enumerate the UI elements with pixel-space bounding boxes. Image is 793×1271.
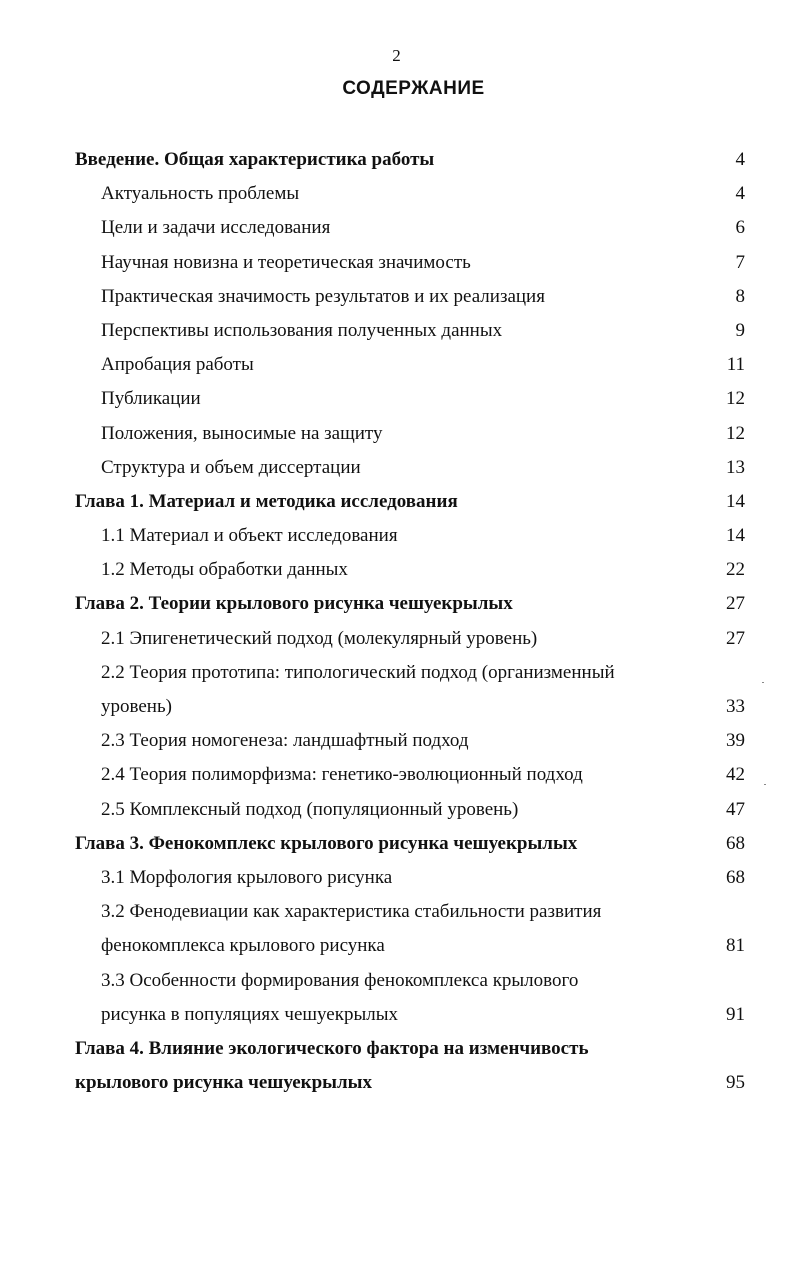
toc-entry bbox=[0, 792, 793, 826]
toc-entry-title: Практическая значимость результатов и их реализация bbox=[101, 285, 545, 307]
toc-entry-page: 11 bbox=[726, 354, 745, 376]
toc-entry-introduction bbox=[0, 142, 793, 176]
toc-entry-chapter-4 bbox=[0, 1031, 793, 1065]
toc-entry-page: 4 bbox=[735, 183, 745, 205]
toc-entry bbox=[0, 552, 793, 586]
toc-entry-page: 13 bbox=[726, 456, 745, 478]
toc-entry-continuation bbox=[0, 997, 793, 1031]
toc-entry bbox=[0, 347, 793, 381]
toc-entry-title: уровень) bbox=[101, 696, 172, 717]
toc-entry-page: 27 bbox=[726, 593, 745, 615]
toc-entry-page: 8 bbox=[735, 285, 745, 307]
scan-speck bbox=[762, 682, 764, 683]
toc-entry-title: 2.1 Эпигенетический подход (молекулярный уровень) bbox=[101, 627, 538, 649]
toc-entry-page: 7 bbox=[735, 251, 745, 273]
toc-entry-page: 12 bbox=[726, 422, 745, 444]
toc-entry-page: 68 bbox=[726, 832, 745, 854]
toc-entry-title: 3.1 Морфология крылового рисунка bbox=[101, 866, 393, 888]
toc-entry-page: 22 bbox=[726, 559, 745, 581]
toc-entry-title: Апробация работы bbox=[101, 354, 254, 376]
toc-entry-page: 81 bbox=[726, 935, 745, 957]
toc-entry-title: 1.2 Методы обработки данных bbox=[101, 559, 348, 581]
toc-entry-title: 2.5 Комплексный подход (популяционный уровень) bbox=[101, 798, 519, 820]
toc-entry-title: Положения, выносимые на защиту bbox=[101, 422, 383, 444]
toc-entry-title: Цели и задачи исследования bbox=[101, 217, 331, 239]
toc-entry bbox=[0, 176, 793, 210]
toc-entry-title: 1.1 Материал и объект исследования bbox=[101, 525, 398, 547]
toc-entry-chapter-2 bbox=[0, 586, 793, 620]
scan-speck bbox=[764, 784, 766, 785]
toc-entry bbox=[0, 416, 793, 450]
toc-entry bbox=[0, 210, 793, 244]
toc-entry-page: 33 bbox=[726, 696, 745, 717]
toc-entry bbox=[0, 621, 793, 655]
toc-entry-continuation bbox=[0, 689, 793, 723]
toc-entry bbox=[0, 381, 793, 415]
toc-entry bbox=[0, 723, 793, 757]
toc-entry bbox=[0, 450, 793, 484]
toc-entry-title: крылового рисунка чешуекрылых bbox=[75, 1072, 373, 1094]
toc-entry-page: 27 bbox=[726, 627, 745, 649]
toc-entry-page: 4 bbox=[735, 149, 745, 170]
toc-entry-title: Публикации bbox=[101, 388, 201, 410]
toc-entry-title: фенокомплекса крылового рисунка bbox=[101, 935, 385, 957]
toc-entry-chapter-3 bbox=[0, 826, 793, 860]
toc-entry-page: 47 bbox=[726, 798, 745, 820]
toc-entry-title: 2.4 Теория полиморфизма: генетико-эволюционный подход bbox=[101, 764, 583, 786]
toc-entry-title: Структура и объем диссертации bbox=[101, 456, 361, 478]
toc-entry-page: 12 bbox=[726, 388, 745, 410]
toc-entry-page: 6 bbox=[735, 217, 745, 239]
toc-entry-title: Глава 2. Теории крылового рисунка чешуекрылых bbox=[75, 593, 513, 615]
table-of-contents bbox=[0, 142, 793, 1099]
toc-entry-continuation bbox=[0, 928, 793, 962]
page-title: СОДЕРЖАНИЕ bbox=[342, 78, 485, 99]
toc-entry-page: 14 bbox=[726, 525, 745, 547]
toc-entry-title: рисунка в популяциях чешуекрылых bbox=[101, 1003, 398, 1025]
toc-entry-continuation bbox=[0, 1065, 793, 1099]
toc-entry-page: 91 bbox=[726, 1003, 745, 1025]
toc-entry-title: Научная новизна и теоретическая значимость bbox=[101, 251, 471, 273]
toc-entry-title: Перспективы использования полученных данных bbox=[101, 319, 503, 341]
toc-entry bbox=[0, 757, 793, 791]
toc-entry-page: 42 bbox=[726, 764, 745, 786]
toc-entry-title: Глава 4. Влияние экологического фактора на изменчивость bbox=[75, 1037, 589, 1059]
toc-entry-page: 14 bbox=[726, 490, 745, 512]
toc-entry-title: 3.2 Фенодевиации как характеристика стабильности развития bbox=[101, 901, 602, 923]
toc-entry-title: Глава 1. Материал и методика исследования bbox=[75, 490, 458, 512]
toc-entry-page: 68 bbox=[726, 866, 745, 888]
toc-entry bbox=[0, 894, 793, 928]
toc-entry-title: Глава 3. Фенокомплекс крылового рисунка чешуекрылых bbox=[75, 832, 578, 854]
toc-entry bbox=[0, 963, 793, 997]
toc-entry bbox=[0, 279, 793, 313]
toc-entry bbox=[0, 245, 793, 279]
toc-entry-page: 95 bbox=[726, 1072, 745, 1094]
toc-entry-title: Введение. Общая характеристика работы bbox=[75, 149, 435, 170]
toc-entry bbox=[0, 518, 793, 552]
toc-entry-title: Актуальность проблемы bbox=[101, 183, 300, 205]
toc-entry-page: 39 bbox=[726, 730, 745, 752]
toc-entry-title: 2.2 Теория прототипа: типологический подход (организменный bbox=[101, 661, 615, 683]
toc-entry bbox=[0, 313, 793, 347]
toc-entry bbox=[0, 860, 793, 894]
toc-entry-chapter-1 bbox=[0, 484, 793, 518]
page-number: 2 bbox=[392, 46, 401, 65]
toc-entry-title: 2.3 Теория номогенеза: ландшафтный подход bbox=[101, 730, 469, 752]
toc-entry-title: 3.3 Особенности формирования фенокомплекса крылового bbox=[101, 969, 579, 991]
toc-entry-page: 9 bbox=[735, 319, 745, 341]
toc-entry bbox=[0, 655, 793, 689]
